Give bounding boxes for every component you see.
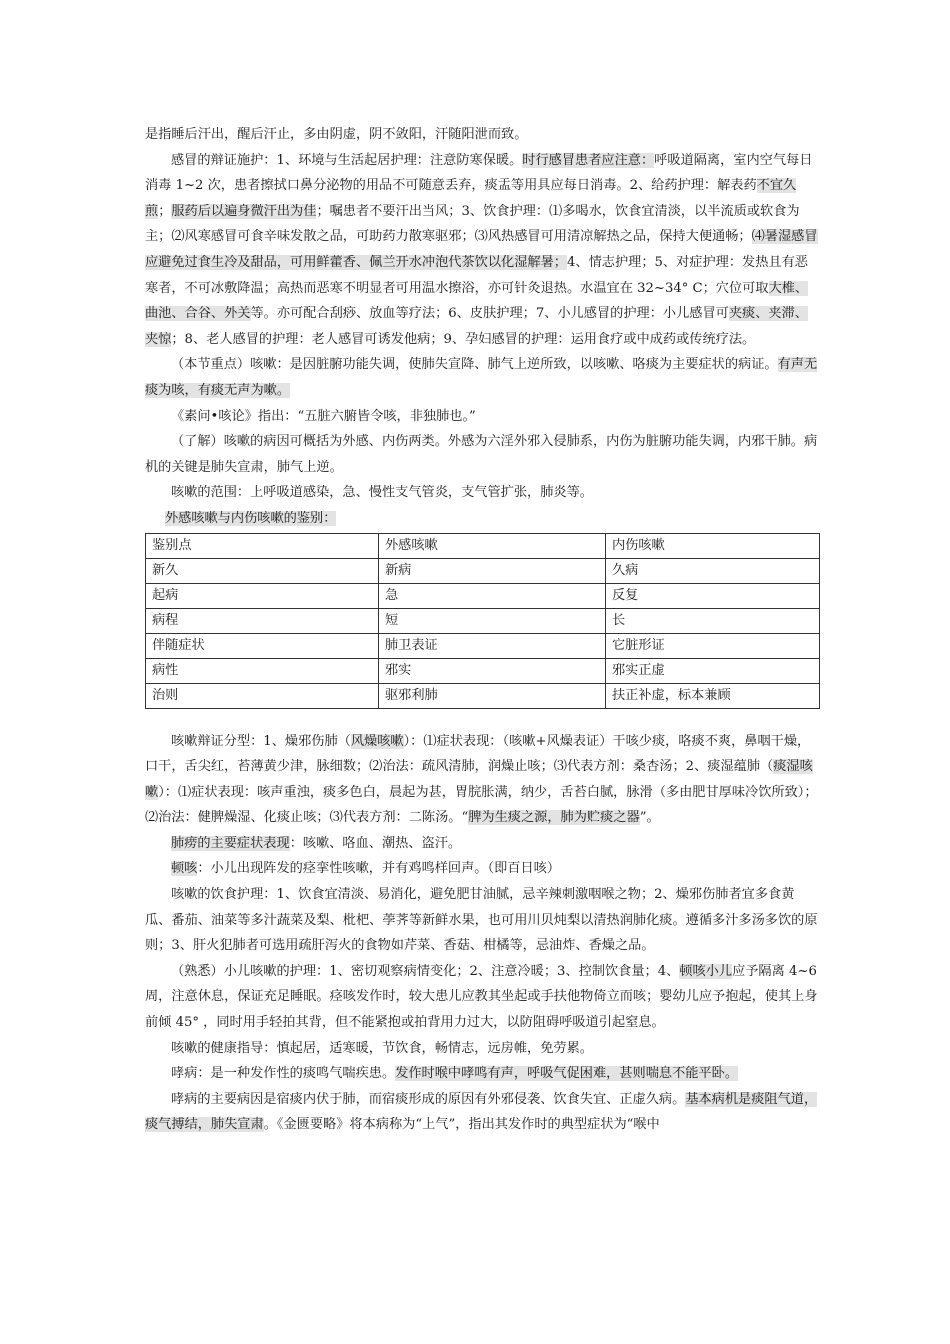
body-text: 咳嗽的范围：上呼吸道感染，急、慢性支气管炎，支气管扩张，肺炎等。 — [171, 485, 593, 501]
document-page — [145, 122, 820, 1138]
table-cell: 伴随症状 — [146, 633, 379, 658]
paragraph-q6 — [145, 1061, 820, 1087]
paragraph-q2 — [145, 856, 820, 882]
body-text: 呼吸道隔离，室内空气每日消毒 1~2 次，患者擦拭口鼻分泌物的用品不可随意丢弃，痰盂等用具应每日消毒。2、给药护理：解表药 — [145, 152, 813, 194]
table-cell: 扶正补虚，标本兼顾 — [606, 683, 820, 708]
highlighted-text: 痰湿咳嗽 — [145, 759, 813, 800]
body-text: （本节重点）咳嗽：是因脏腑功能失调，使肺失宣降、肺气上逆所致，以咳嗽、咯痰为主要症状的病证。 — [171, 357, 778, 373]
paragraph-q7 — [145, 1087, 820, 1138]
table-caption — [145, 506, 820, 532]
table-row — [146, 633, 820, 658]
table-header-row — [146, 533, 820, 558]
paragraph-p5 — [145, 480, 820, 506]
table-row — [146, 583, 820, 608]
body-text: ； — [158, 203, 172, 219]
table-cell: 驱邪利肺 — [379, 683, 606, 708]
paragraph-p2 — [145, 352, 820, 403]
table-cell: 起病 — [146, 583, 379, 608]
table-cell: 它脏形证 — [606, 633, 820, 658]
body-text: 是指睡后汗出，醒后汗止，多由阴虚，阴不敛阳，汗随阳泄而致。 — [145, 127, 528, 142]
table-row — [146, 683, 820, 708]
table-row — [146, 658, 820, 683]
paragraph-q4 — [145, 959, 820, 1036]
text-block-top — [145, 122, 820, 506]
paragraph-p1 — [145, 148, 820, 353]
body-text: （熟悉）小儿咳嗽的护理：1、密切观察病情变化；2、注意冷暖；3、控制饮食量；4、 — [171, 963, 680, 979]
highlighted-text: 大椎、曲池、合谷、外关 — [145, 280, 809, 322]
highlighted-text: 顿咳小儿 — [679, 963, 733, 979]
table-cell: 内伤咳嗽 — [606, 533, 820, 558]
table-cell: 邪实 — [379, 658, 606, 683]
table-cell: 治则 — [146, 683, 379, 708]
body-text: 等。亦可配合刮痧、放血等疗法；6、皮肤护理；7、小儿感冒的护理：小儿感冒可 — [250, 306, 729, 322]
body-text: ）：⑴症状表现：（咳嗽+风燥表证）干咳少痰，咯痰不爽，鼻咽干燥，口干，舌尖红，苔薄黄少津，脉细数；⑵治法：疏风清肺，润燥止咳；⑶代表方剂：桑杏汤；2、痰湿蕴肺（ — [145, 733, 811, 775]
body-text: 《素问•咳论》指出：“五脏六腑皆令咳，非独肺也。” — [171, 408, 476, 424]
body-text: 感冒的辩证施护：1、环境与生活起居护理：注意防寒保暖。 — [171, 152, 523, 168]
body-text: ；嘱患者不要汗出当风；3、饮食护理：⑴多喝水，饮食宜清淡，以半流质或软食为主；⑵风寒感冒可食辛味发散之品，可助药力散寒驱邪；⑶风热感冒可用清凉解热之品，保持大便通畅； — [145, 203, 800, 245]
highlighted-text: 风燥咳嗽 — [350, 733, 404, 749]
table-cell: 反复 — [606, 583, 820, 608]
body-text: 应予隔离 4~6 周，注意休息，保证充足睡眠。痉咳发作时，较大患儿应教其坐起或手扶他物倚立而咳；婴幼儿应予抱起，使其上身前倾 45° ，同时用手轻拍其背，但不能紧抱或拍背用力过大，以防阻碍呼吸道引起窒息。 — [145, 963, 818, 1031]
table-cell: 外感咳嗽 — [379, 533, 606, 558]
body-text: （了解）咳嗽的病因可概括为外感、内伤两类。外感为六淫外邪入侵肺系，内伤为脏腑功能失调，内邪干肺。病机的关键是肺失宣肃，肺气上逆。 — [145, 434, 818, 475]
highlighted-text: 夹痰、夹滞、夹惊 — [145, 306, 808, 347]
paragraph-p3 — [145, 404, 820, 430]
body-text: ：咳嗽、咯血、潮热、盗汗。 — [289, 835, 462, 851]
highlighted-text: 脾为生痰之源，肺为贮痰之器 — [468, 810, 640, 826]
table-cell: 肺卫表证 — [379, 633, 606, 658]
highlighted-text: 发作时喉中哮鸣有声，呼吸气促困难，甚则喘息不能平卧。 — [395, 1066, 739, 1082]
paragraph-q3 — [145, 882, 820, 959]
body-text: 4、情志护理；5、对症护理：发热且有恶寒者，不可冰敷降温；高热而恶寒不明显者可用温水擦浴，亦可针灸退热。水温宜在 32~34° C；穴位可取 — [145, 254, 808, 296]
highlighted-text: 基本病机是痰阻气道，痰气搏结，肺失宣肃 — [145, 1091, 818, 1133]
comparison-table — [145, 533, 820, 709]
table-cell: 病性 — [146, 658, 379, 683]
paragraph-p4 — [145, 429, 820, 480]
paragraph-q1 — [145, 831, 820, 857]
highlighted-text: 时行感冒患者应注意： — [522, 152, 655, 168]
table-cell: 久病 — [606, 558, 820, 583]
table-cell: 长 — [606, 608, 820, 633]
body-text: 哮病：是一种发作性的痰鸣气喘疾患。 — [171, 1066, 396, 1082]
spacer — [145, 709, 820, 729]
body-text: ；8、老人感冒的护理：老人感冒可诱发他病；9、孕妇感冒的护理：运用食疗或中成药或传统疗法。 — [171, 331, 756, 347]
text-block-bottom — [145, 729, 820, 1139]
body-text: 。《金匮要略》将本病称为“上气”，指出其发作时的典型症状为“喉中 — [263, 1117, 660, 1133]
paragraph-p0 — [145, 122, 820, 148]
table-caption-text: 外感咳嗽与内伤咳嗽的鉴别： — [165, 510, 337, 526]
table-cell: 新久 — [146, 558, 379, 583]
table-cell: 邪实正虚 — [606, 658, 820, 683]
paragraph-q5 — [145, 1036, 820, 1062]
highlighted-text: 肺痨的主要症状表现 — [171, 835, 290, 851]
body-text: ：小儿出现阵发的痉挛性咳嗽，并有鸡鸣样回声。（即百日咳） — [197, 861, 561, 877]
table-cell: 短 — [379, 608, 606, 633]
highlighted-text: ⑷暑湿感冒应避免过食生冷及甜品，可用鲜藿香、佩兰开水冲泡代茶饮以化湿解暑； — [145, 229, 818, 270]
table-cell: 鉴别点 — [146, 533, 379, 558]
highlighted-text: 顿咳 — [171, 861, 198, 877]
paragraph-q0 — [145, 729, 820, 831]
body-text: 咳嗽辩证分型：1、燥邪伤肺（ — [171, 733, 351, 749]
body-text: ”。 — [639, 810, 660, 826]
table-cell: 急 — [379, 583, 606, 608]
table-cell: 病程 — [146, 608, 379, 633]
table-cell: 新病 — [379, 558, 606, 583]
highlighted-text: 服药后以遍身微汗出为佳 — [171, 203, 317, 219]
highlighted-text: 不宜久煎 — [145, 178, 797, 219]
body-text: 咳嗽的健康指导：慎起居，适寒暖，节饮食，畅情志，远房帷，免劳累。 — [171, 1040, 593, 1056]
body-text: 咳嗽的饮食护理：1、饮食宜清淡、易消化，避免肥甘油腻，忌辛辣刺激咽喉之物；2、燥邪伤肺者宜多食黄瓜、番茄、油菜等多汁蔬菜及梨、枇杷、荸荠等新鲜水果，也可用川贝炖梨以清热润肺化痰。遵循多汁多汤多饮的原则；3、肝火犯肺者可选用疏肝泻火的食物如芹菜、香菇、柑橘等，忌油炸、香燥之品。 — [145, 887, 818, 954]
body-text: ）：⑴症状表现：咳声重浊，痰多色白，晨起为甚，胃脘胀满，纳少，舌苔白腻，脉滑（多由肥甘厚味冷饮所致）；⑵治法：健脾燥湿、化痰止咳；⑶代表方剂：二陈汤。“ — [145, 784, 818, 826]
body-text: 哮病的主要病因是宿痰内伏于肺，而宿痰形成的原因有外邪侵袭、饮食失宜、正虚久病。 — [171, 1091, 686, 1107]
table-row — [146, 558, 820, 583]
table-row — [146, 608, 820, 633]
highlighted-text: 有声无痰为咳，有痰无声为嗽。 — [145, 357, 818, 398]
